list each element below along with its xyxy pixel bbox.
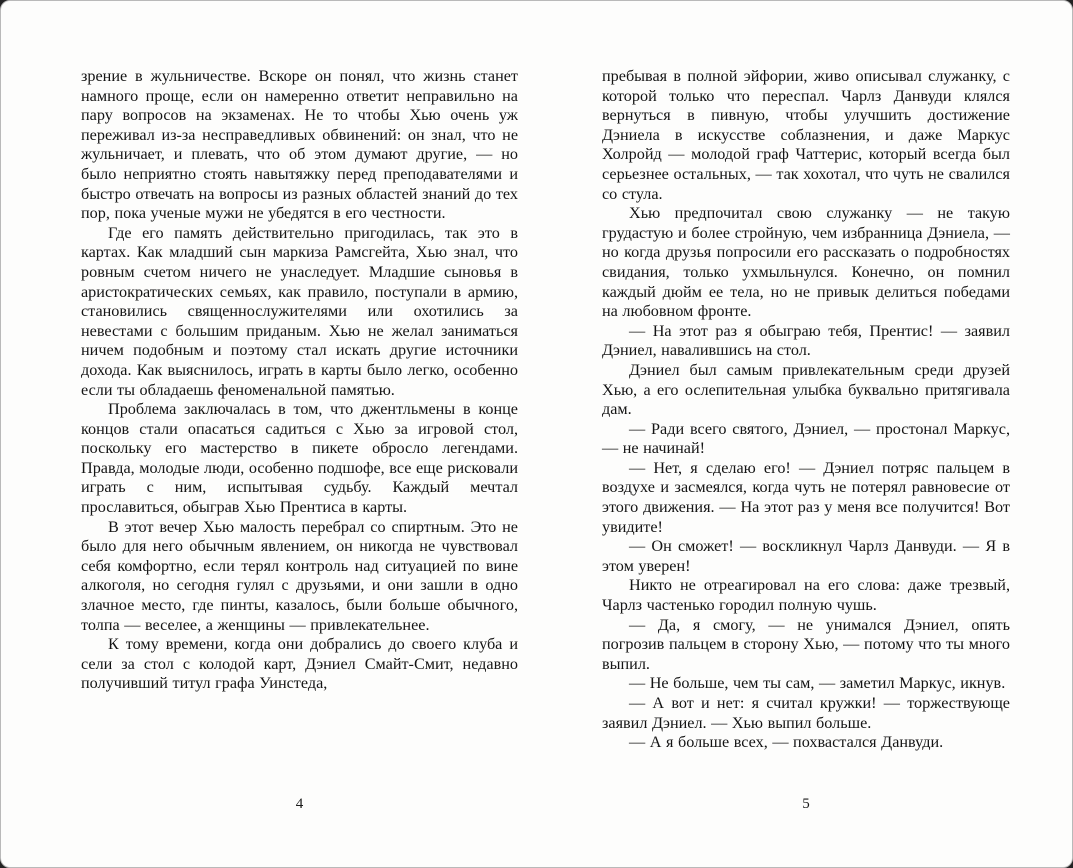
page-right bbox=[602, 67, 1010, 813]
paragraph: К тому времени, когда они добрались до своего клуба и сели за стол с колодой карт, Дэниел Смайт-Смит, недавно получивший титул графа Уинстеда, bbox=[81, 635, 518, 693]
page-number-right: 5 bbox=[802, 796, 810, 812]
paragraph: — Да, я смогу, — не унимался Дэниел, опять погрозив пальцем в сторону Хью, — потому что ты много выпил. bbox=[602, 615, 1010, 673]
paragraph: Дэниел был самым привлекательным среди друзей Хью, а его ослепительная улыбка буквально притягивала дам. bbox=[602, 360, 1010, 419]
paragraph: — Нет, я сделаю его! — Дэниел потряс пальцем в воздухе и засмеялся, когда чуть не потерял равновесие от этого движения. — На этот раз у меня все получится! Вот увидите! bbox=[602, 458, 1010, 536]
paragraph: — А вот и нет: я считал кружки! — торжествующе заявил Дэниел. — Хью выпил больше. bbox=[602, 694, 1010, 732]
paragraph: — Не больше, чем ты сам, — заметил Маркус, икнув. bbox=[629, 674, 1006, 693]
paragraph: — Он сможет! — воскликнул Чарлз Данвуди. — Я в этом уверен! bbox=[602, 537, 1010, 575]
page-right-text bbox=[602, 67, 1010, 753]
page-spread bbox=[1, 1, 1072, 867]
page-number-left: 4 bbox=[295, 796, 304, 812]
paragraph: пребывая в полной эйфории, живо описывал служанку, с которой только что переспал. Чарлз Данвуди клялся вернуться в пивную, чтобы улучшить достижение Дэниела в искусстве соблазнения, и даже Маркус Холройд — молодой граф Чаттерис, который всегда был серьезнее остальных, — так хохотал, что чуть не свалился со стула. bbox=[602, 67, 1010, 203]
page-left bbox=[81, 67, 518, 813]
paragraph: В этот вечер Хью малость перебрал со спиртным. Это не было для него обычным явлением, он никогда не чувствовал себя комфортно, если терял контроль над ситуацией по вине алкоголя, но сегодня гулял с друзьями, и они зашли в одно злачное место, где пинты, казалось, были больше обычного, толпа — веселее, а женщины — привлекательнее. bbox=[81, 517, 518, 634]
paragraph: — На этот раз я обыграю тебя, Прентис! — заявил Дэниел, навалившись на стол. bbox=[602, 321, 1010, 360]
paragraph: Проблема заключалась в том, что джентльмены в конце концов стали опасаться садиться с Хью за игровой стол, поскольку его мастерство в пикете обросло легендами. Правда, молодые люди, особенно подшофе, все еще рисковали играть с ним, испытывая судьбу. Каждый мечтал прославиться, обыграв Хью Прентиса в карты. bbox=[81, 400, 518, 517]
paragraph: Где его память действительно пригодилась, так это в картах. Как младший сын маркиза Рамсгейта, Хью знал, что ровным счетом ничего не унаследует. Младшие сыновья в аристократических семьях, как правило, поступали в армию, становились священнослужителями или охотились за невестами с большим приданым. Хью не желал заниматься ничем подобным и поэтому стал искать другие источники дохода. Как выяснилось, играть в карты было легко, особенно если ты обладаешь феноменальной памятью. bbox=[81, 223, 518, 399]
paragraph: Хью предпочитал свою служанку — не такую грудастую и более стройную, чем избранница Дэниела, — но когда друзья попросили его рассказать о подробностях свидания, только ухмыльнулся. Конечно, он помнил каждый дюйм ее тела, но не привык делиться победами на любовном фронте. bbox=[602, 204, 1010, 321]
paragraph: зрение в жульничестве. Вскоре он понял, что жизнь станет намного проще, если он намеренно ответит неправильно на пару вопросов на экзаменах. Не то чтобы Хью очень уж переживал из-за несправедливых обвинений: он знал, что не жульничает, и плевать, что об этом думают другие, — но было неприятно стоять навытяжку перед преподавателями и быстро отвечать на вопросы из разных областей знаний до тех пор, пока ученые мужи не убедятся в его честности. bbox=[81, 67, 518, 223]
paragraph: Никто не отреагировал на его слова: даже трезвый, Чарлз частенько городил полную чушь. bbox=[602, 576, 1010, 615]
paragraph: — А я больше всех, — похвастался Данвуди. bbox=[629, 733, 944, 752]
page-left-text bbox=[81, 67, 518, 694]
paragraph: — Ради всего святого, Дэниел, — простонал Маркус, — не начинай! bbox=[602, 419, 1010, 458]
